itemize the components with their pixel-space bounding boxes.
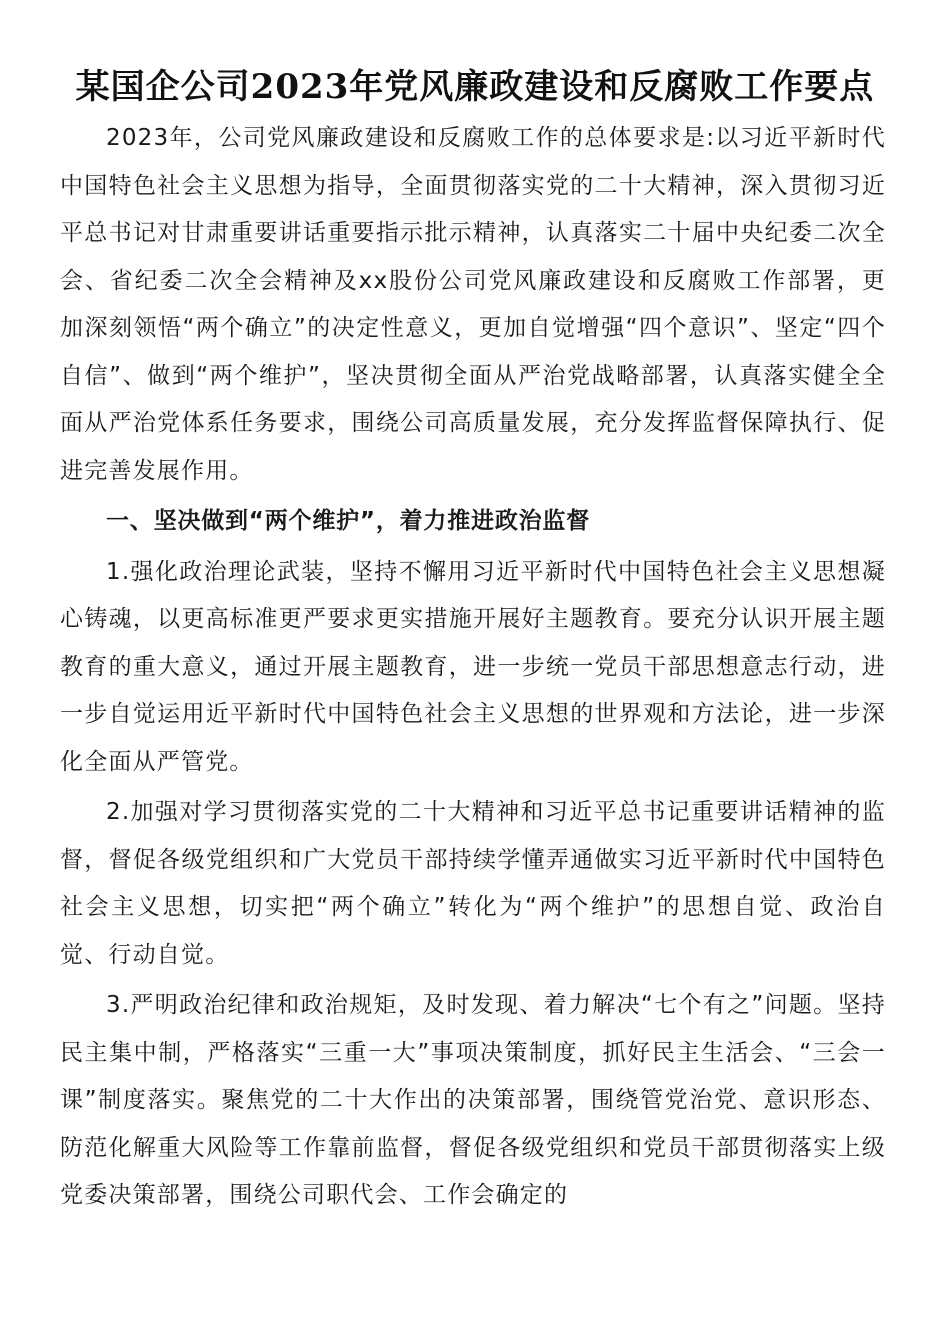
- document-body: [60, 115, 886, 1220]
- section-heading-1: 一、坚决做到“两个维护”，着力推进政治监督: [106, 508, 591, 534]
- document-title: 某国企公司2023年党风廉政建设和反腐败工作要点: [75, 67, 875, 107]
- item-paragraph-3: 3.严明政治纪律和政治规矩，及时发现、着力解决“七个有之”问题。坚持民主集中制，严格落实“三重一大”事项决策制度，抓好民主生活会、“三会一课”制度落实。聚焦党的二十大作出的决策部署，围绕管党治党、意识形态、防范化解重大风险等工作靠前监督，督促各级党组织和党员干部贯彻落实上级党委决策部署，围绕公司职代会、工作会确定的: [60, 992, 886, 1208]
- item-paragraph-2: 2.加强对学习贯彻落实党的二十大精神和习近平总书记重要讲话精神的监督，督促各级党组织和广大党员干部持续学懂弄通做实习近平新时代中国特色社会主义思想，切实把“两个确立”转化为“两个维护”的思想自觉、政治自觉、行动自觉。: [60, 799, 886, 968]
- item-paragraph-1: 1.强化政治理论武装，坚持不懈用习近平新时代中国特色社会主义思想凝心铸魂，以更高标准更严要求更实措施开展好主题教育。要充分认识开展主题教育的重大意义，通过开展主题教育，进一步统一党员干部思想意志行动，进一步自觉运用近平新时代中国特色社会主义思想的世界观和方法论，进一步深化全面从严管党。: [60, 558, 886, 775]
- intro-paragraph: 2023年，公司党风廉政建设和反腐败工作的总体要求是:以习近平新时代中国特色社会主义思想为指导，全面贯彻落实党的二十大精神，深入贯彻习近平总书记对甘肃重要讲话重要指示批示精神，认真落实二十届中央纪委二次全会、省纪委二次全会精神及xx股份公司党风廉政建设和反腐败工作部署，更加深刻领悟“两个确立”的决定性意义，更加自觉增强“四个意识”、坚定“四个自信”、做到“两个维护”，坚决贯彻全面从严治党战略部署，认真落实健全全面从严治党体系任务要求，围绕公司高质量发展，充分发挥监督保障执行、促进完善发展作用。: [60, 125, 886, 484]
